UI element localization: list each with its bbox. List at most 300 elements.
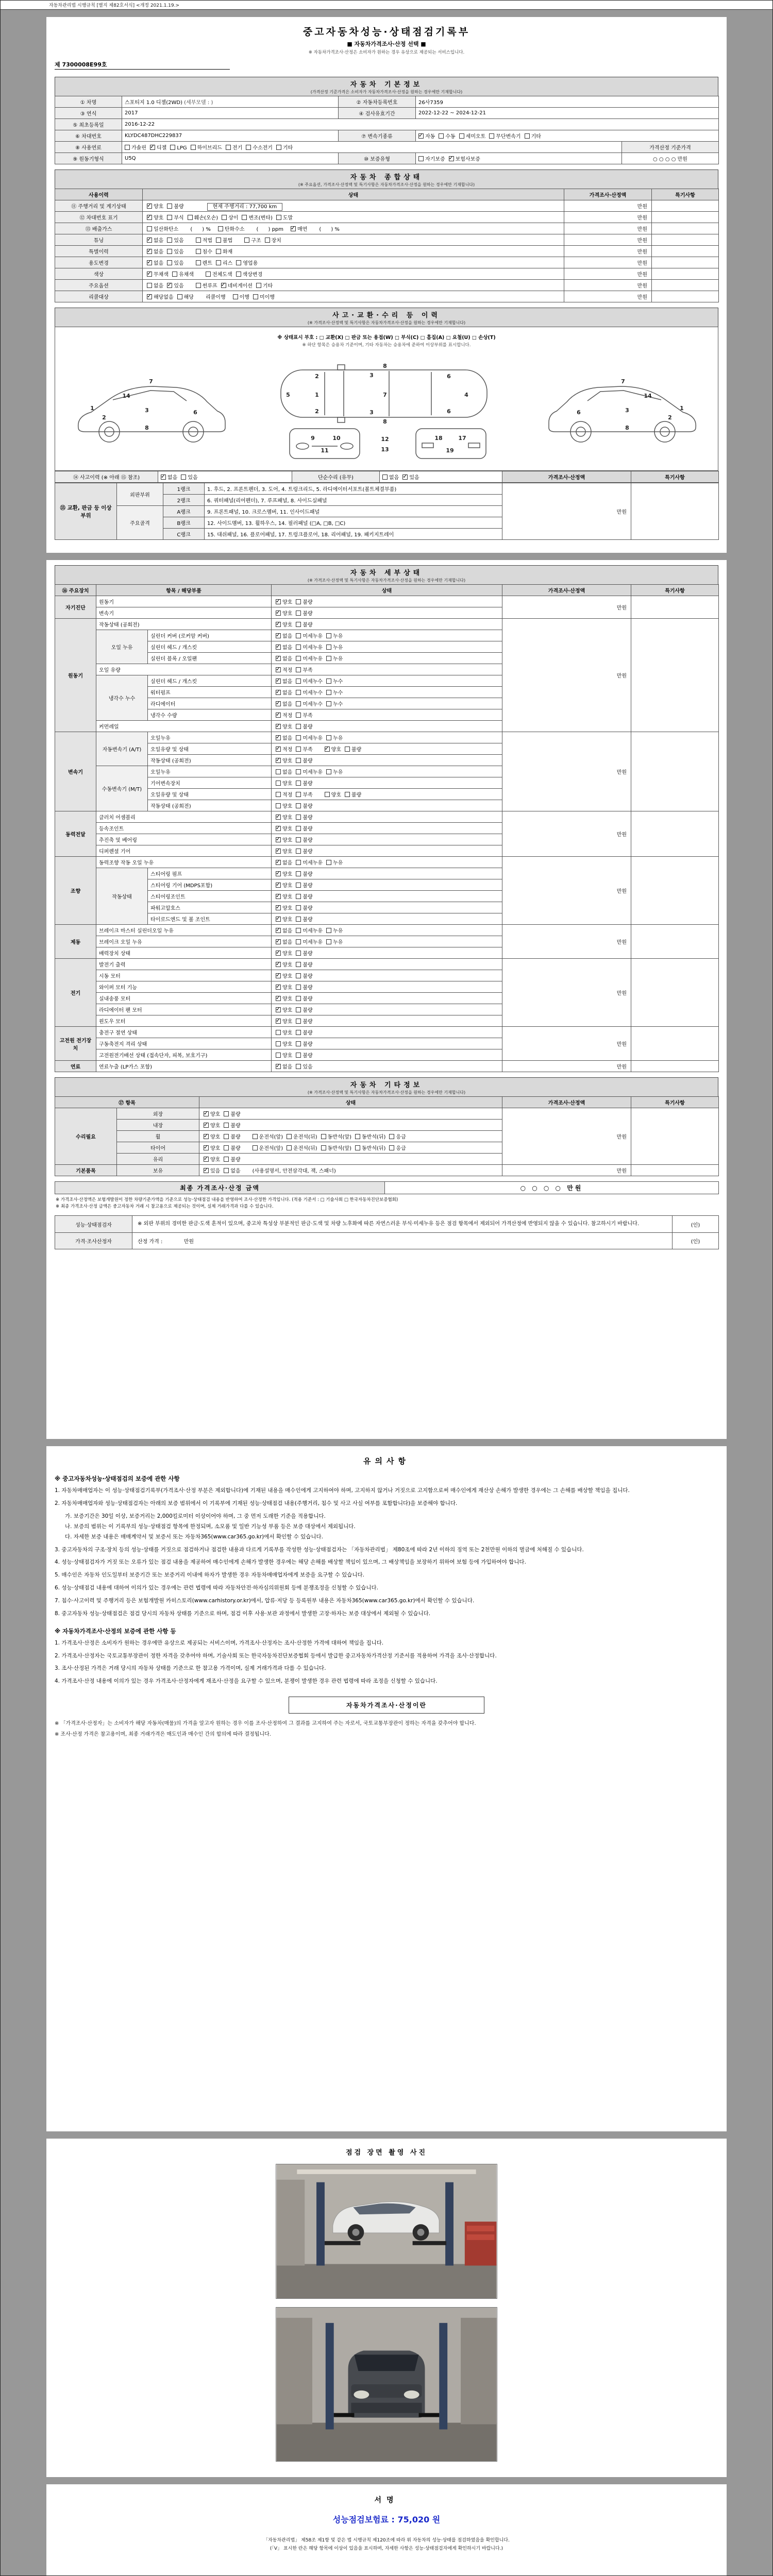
checkbox-checked-icon: [276, 1007, 281, 1012]
checkbox-checked-icon: [167, 283, 172, 288]
checkbox-group: [196, 259, 262, 266]
price-cell: 만원: [502, 1165, 631, 1176]
checkbox-group: [276, 598, 316, 605]
note-cell: [631, 925, 719, 959]
legal-mark-note-line: (「V」 표시한 란은 해당 항목에 이상이 있음을 표시하며, 자세한 사항은 성능·상태점검자에게 확인하시기 바랍니다.): [270, 2546, 503, 2551]
section-overall-title: 자동차 종합상태: [350, 174, 423, 181]
overall-row: [55, 246, 719, 257]
check-option: 불량: [345, 745, 361, 753]
item-label: 고전원전기배선 상태 (접속단자, 피복, 보호기구): [96, 1049, 272, 1061]
row-label: 리콜대상: [55, 291, 143, 302]
checkbox-group: [276, 1006, 316, 1013]
note-cell: [652, 291, 719, 302]
check-option: 렌트: [196, 259, 212, 266]
check-option: ✓ 양호: [147, 202, 163, 210]
checkbox-icon: [276, 1053, 281, 1058]
checkbox-checked-icon: [204, 1145, 209, 1150]
notice-paragraph: 4. 가격조사·산정 내용에 이의가 있는 경우 가격조사·산정자에게 재조사·산정을 요구할 수 있으며, 분쟁이 발생한 경우 관련 법령에 따라 조정을 신청할 수 있습니다.: [55, 1678, 438, 1685]
price-cell: 만원: [502, 732, 631, 811]
check-option: 누수: [326, 688, 343, 696]
row-label: 튜닝: [55, 234, 143, 246]
section-detail-title: 자동차 세부상태: [350, 569, 423, 577]
checkbox-checked-icon: [276, 633, 281, 638]
checkbox-icon: [459, 133, 464, 139]
notice-heading: ※ 자동차가격조사·산정의 보증에 관한 사항 등: [55, 1627, 176, 1635]
checkbox-group: [276, 756, 316, 764]
opinion-row-appraiser: [55, 1233, 719, 1249]
check-option: ✓ 양호: [276, 972, 292, 979]
state-cell: [199, 1154, 502, 1165]
note-cell: [652, 268, 719, 280]
final-price-note: ※ 최종 가격조사·산정 금액은 중고자동차 거래 시 참고용으로 제공되는 것이며, 실제 거래가격과 다를 수 있습니다.: [56, 1204, 274, 1210]
panel-number: 3: [369, 372, 374, 379]
check-option: 침수: [196, 247, 212, 255]
row-label: 주요옵션: [55, 280, 143, 291]
checkbox-icon: [147, 226, 152, 231]
check-option: 누유: [326, 926, 343, 934]
check-option: 양호: [276, 802, 292, 809]
check-option: ✓ 양호: [276, 756, 292, 764]
note-cell: [631, 596, 719, 619]
price-cell: 만원: [564, 200, 652, 212]
checkbox-icon: [296, 645, 301, 650]
inspection-photo-lift-front: [276, 2307, 497, 2462]
checkbox-group: [276, 700, 346, 707]
panel-sign: [46, 2484, 727, 2576]
col-header-price: 가격조사·산정액: [502, 585, 631, 596]
checkbox-group: [204, 1155, 244, 1163]
check-option: 전체도색: [206, 270, 232, 278]
checkbox-icon: [170, 145, 175, 150]
checkbox-icon: [276, 215, 281, 220]
rank-items: 9. 프론트패널, 10. 크로스멤버, 11. 인사이드패널: [205, 506, 502, 517]
panel-number: 6: [447, 373, 451, 380]
checkbox-checked-icon: [147, 260, 152, 265]
check-option: 유채색: [172, 270, 194, 278]
document-subtitle: ■ 자동차가격조사·산정 선택 ■: [347, 41, 426, 47]
checkbox-icon: [296, 758, 301, 763]
rank-items: 6. 쿼터패널(리어펜더), 7. 루프패널, 8. 사이드실패널: [205, 495, 502, 506]
checkbox-checked-icon: [276, 747, 281, 752]
checkbox-icon: [296, 803, 301, 808]
check-option: 있음: [167, 247, 183, 255]
section-basic-header: [55, 77, 718, 96]
checkbox-group: [276, 722, 316, 730]
group-label: 고전원 전기장치: [55, 1027, 96, 1061]
check-option: 불량: [296, 949, 312, 957]
state-cell: [272, 925, 502, 936]
checkbox-icon: [196, 283, 201, 288]
checkbox-group: [276, 836, 316, 843]
checkbox-icon: [296, 1007, 301, 1012]
vin-value: KLYDC487DHC229837: [122, 130, 339, 142]
checkbox-icon: [216, 260, 221, 265]
col-header-price: 가격조사·산정액: [502, 1097, 631, 1108]
document-number: 제 7300008E99호: [55, 60, 230, 70]
item-label: 라디에이터: [148, 698, 272, 709]
basic-row-engine: [55, 153, 719, 164]
panel-number: 9: [311, 435, 315, 442]
check-option: ✓ 없음: [147, 247, 163, 255]
panel-number: 12: [381, 436, 389, 443]
check-option: 미세누유: [296, 734, 323, 741]
simple-repair-options: [380, 471, 502, 483]
col-header-state: 상태: [143, 189, 564, 200]
state-cell: [199, 1108, 502, 1120]
checkbox-icon: [296, 656, 301, 661]
checkbox-checked-icon: [276, 815, 281, 820]
notice-definition-box: 자동차가격조사·산정이란: [289, 1697, 484, 1714]
price-cell: 만원: [564, 291, 652, 302]
check-option: 수동: [439, 132, 455, 140]
checkbox-group: [325, 790, 365, 798]
accident-history-label: ⑭ 사고이력 (※ 아래 ⑮ 참조): [55, 471, 158, 483]
check-option: 불량: [296, 870, 312, 877]
checkbox-checked-icon: [276, 690, 281, 695]
check-option: 불량: [345, 790, 361, 798]
rank-items: 12. 사이드멤버, 13. 휠하우스, 14. 필러패널 (□A, □B, □C): [205, 517, 502, 529]
overall-row: [55, 223, 719, 234]
checkbox-group: [147, 259, 188, 266]
checkbox-icon: [296, 849, 301, 854]
state-cell: [272, 607, 502, 619]
part-group-label: 주요골격: [117, 506, 163, 540]
notice-paragraph: 7. 침수·사고이력 및 주행거리 등은 보험개발원 카히스토리(www.carhistory.or.kr)에서, 압류·저당 등 등록원부 내용은 자동차365(www.car365.go.kr)에서 확인할 수 있습니다.: [55, 1598, 475, 1604]
check-option: 불량: [224, 1110, 240, 1117]
check-option: 불량: [296, 836, 312, 843]
checkbox-group: [276, 892, 316, 900]
check-option: ✓ 적정: [276, 711, 292, 719]
checkbox-icon: [206, 272, 211, 277]
checkbox-icon: [296, 996, 301, 1001]
accident-history-table: [55, 471, 719, 483]
other-row: [55, 1165, 719, 1176]
state-cell: [143, 257, 564, 268]
checkbox-icon: [191, 145, 196, 150]
checkbox-checked-icon: [147, 294, 152, 299]
check-option: 응급: [389, 1132, 406, 1140]
subgroup-label: 작동상태: [96, 868, 148, 925]
checkbox-group: [206, 270, 266, 278]
check-option: ✓ 양호: [276, 1017, 292, 1025]
check-option: ✓ 양호: [276, 813, 292, 821]
final-price-table: [55, 1181, 719, 1194]
panel-number: 10: [332, 435, 341, 442]
checkbox-checked-icon: [221, 283, 226, 288]
panel-photos: [46, 2139, 727, 2477]
checkbox-checked-icon: [402, 474, 408, 480]
note-cell: [631, 1108, 719, 1165]
check-option: 미세누수: [296, 677, 323, 685]
state-cell: [272, 1027, 502, 1038]
checkbox-group: [204, 1132, 244, 1140]
state-cell: [272, 596, 502, 607]
checkbox-icon: [296, 622, 301, 627]
checkbox-icon: [167, 204, 172, 209]
checkbox-icon: [167, 215, 172, 220]
section-basic-note: (가격산정 기준가격은 소비자가 자동차가격조사·산정을 원하는 경우에만 기재합니다): [310, 90, 463, 94]
car-name-label: ① 차명: [55, 96, 122, 108]
checkbox-icon: [389, 1145, 394, 1150]
checkbox-group: [204, 1110, 244, 1117]
fuel-options: [122, 142, 622, 153]
checkbox-icon: [276, 1041, 281, 1046]
checkbox-group: [276, 677, 346, 685]
checkbox-group: [276, 858, 346, 866]
warranty-options: [416, 153, 622, 164]
price-cell: 만원: [502, 959, 631, 1027]
checkbox-group: [147, 225, 182, 232]
notice-paragraph: 3. 조사·산정된 가격은 거래 당시의 자동차 상태를 기준으로 한 참고용 가격이며, 실제 거래가격과 다를 수 있습니다.: [55, 1665, 326, 1672]
checkbox-group: [147, 247, 188, 255]
row-label: ⑬ 배출가스: [55, 223, 143, 234]
accident-history-options: [158, 471, 292, 483]
detail-row: [55, 596, 719, 607]
check-option: 일산화탄소: [147, 225, 178, 232]
check-option: 가솔린: [125, 143, 146, 151]
check-option: 누유: [326, 632, 343, 639]
checkbox-group: [276, 745, 316, 753]
note-cell: [652, 234, 719, 246]
check-option: ✓ 양호: [204, 1144, 220, 1151]
check-option: ✓ 양호: [276, 983, 292, 991]
document-subnote: ※ 자동차가격조사·산정은 소비자가 원하는 경우 유상으로 제공되는 서비스입니다.: [308, 50, 465, 55]
reg-no-label: ② 자동차등록번호: [339, 96, 416, 108]
rank-row: [55, 483, 719, 495]
price-cell: 만원: [564, 212, 652, 223]
checkbox-checked-icon: [204, 1111, 209, 1116]
check-option: 불량: [296, 756, 312, 764]
checkbox-icon: [242, 215, 247, 220]
checkbox-group: [276, 949, 316, 957]
check-option: ✓ 없음: [276, 926, 292, 934]
panel-number: 17: [458, 435, 466, 442]
state-cell: [272, 1004, 502, 1015]
state-cell: [272, 755, 502, 766]
row-label: 특별이력: [55, 246, 143, 257]
check-option: 있음: [181, 473, 197, 481]
check-option: 없음: [224, 1166, 240, 1174]
checkbox-icon: [224, 1123, 229, 1128]
item-label: 브레이크 오일 누유: [96, 936, 272, 947]
check-option: ✓ 네비게이션: [221, 281, 253, 289]
state-cell: [272, 879, 502, 891]
check-option: 미세누유: [296, 858, 323, 866]
item-label: 내장: [117, 1120, 199, 1131]
checkbox-icon: [224, 1134, 229, 1139]
col-header-state: 상태: [272, 585, 502, 596]
check-option: ✓ 자동: [418, 132, 435, 140]
checkbox-checked-icon: [276, 837, 281, 842]
inspector-opinion-text: ※ 외판 부위의 경미한 판금·도색 흔적이 있으며, 중고차 특성상 부분적인 판금·도색 및 차량 노후화에 따른 자연스러운 부식·미세누유 등은 점검 항목에서 제외되어 가격산정에 반영되지 않을 수 있습니다. 참고하시기 바랍니다.: [132, 1216, 673, 1233]
price-cell: 만원: [502, 619, 631, 732]
check-option: 양호: [276, 1040, 292, 1047]
checkbox-group: [204, 1121, 244, 1129]
state-cell: [272, 913, 502, 925]
checkbox-icon: [276, 803, 281, 808]
checkbox-group: [147, 293, 197, 300]
note-cell: [652, 280, 719, 291]
state-cell: [272, 834, 502, 845]
check-option: ✓ 양호: [204, 1121, 220, 1129]
checkbox-icon: [296, 781, 301, 786]
check-option: 불량: [296, 915, 312, 923]
detail-row: [55, 1027, 719, 1038]
col-header-item: 항목 / 해당부품: [96, 585, 272, 596]
item-label: 오일유량 및 상태: [148, 743, 272, 755]
col-header-state: 상태: [199, 1097, 502, 1108]
side-view-right: [549, 386, 696, 442]
exchange-label: ⑮ 교환, 판금 등 이상 부위: [55, 483, 117, 540]
checkbox-checked-icon: [276, 951, 281, 956]
car-submodel: (세부모델 : ): [184, 100, 213, 106]
state-cell: [272, 1061, 502, 1072]
state-code-legend: ※ 상태표시 부호 : □ 교환(X) □ 판금 또는 용접(W) □ 부식(C) □ 흠집(A) □ 요철(U) □ 손상(T): [277, 335, 496, 341]
checkbox-checked-icon: [276, 883, 281, 888]
checkbox-icon: [256, 283, 261, 288]
check-option: 운전석(뒤): [287, 1132, 317, 1140]
check-option: 미세누유: [296, 926, 323, 934]
check-option: ✓ 양호: [276, 960, 292, 968]
checkbox-group: [196, 236, 237, 244]
check-option: ✓ 양호: [204, 1110, 220, 1117]
panel-number: 11: [321, 447, 329, 454]
side-view-left: [78, 386, 225, 442]
checkbox-icon: [382, 474, 388, 480]
check-option: 미세누유: [296, 654, 323, 662]
checkbox-checked-icon: [291, 226, 296, 231]
note-cell: [631, 483, 719, 540]
panel-number: 3: [145, 407, 149, 414]
state-text: ( ) %: [319, 227, 340, 232]
basic-row-vin: [55, 130, 719, 142]
panel-number: 1: [315, 392, 319, 398]
check-option: ✓ 없음: [276, 700, 292, 707]
check-option: ✓ 디젤: [150, 143, 166, 151]
checkbox-group: [276, 994, 316, 1002]
state-cell: [272, 811, 502, 823]
check-option: 불량: [296, 598, 312, 605]
state-cell: [272, 936, 502, 947]
note-cell: [631, 811, 719, 857]
checkbox-checked-icon: [147, 215, 152, 220]
checkbox-icon: [265, 238, 270, 243]
notice-note: ※ 「가격조사·산정자」는 소비자가 해당 자동차(매물)의 가격을 알고자 원하는 경우 이를 조사·산정하여 그 결과를 고지하여 주는 자로서, 국토교통부장관이 정하는 자격을 갖추어야 합니다.: [55, 1721, 476, 1727]
checkbox-checked-icon: [276, 679, 281, 684]
base-price-label: 가격산정 기준가격: [622, 142, 719, 153]
checkbox-checked-icon: [147, 238, 152, 243]
checkbox-checked-icon: [276, 656, 281, 661]
checkbox-icon: [326, 645, 331, 650]
check-option: 미세누유: [296, 643, 323, 651]
check-option: 불량: [296, 1040, 312, 1047]
check-option: 동반석(뒤): [355, 1144, 385, 1151]
checkbox-group: [253, 1132, 410, 1140]
item-label: 실내송풍 모터: [96, 993, 272, 1004]
check-option: 양호: [325, 790, 341, 798]
item-label: 와이퍼 모터 기능: [96, 981, 272, 993]
checkbox-group: [276, 1040, 316, 1047]
checkbox-checked-icon: [276, 735, 281, 740]
checkbox-icon: [276, 145, 281, 150]
rank-label: C랭크: [163, 529, 205, 540]
checkbox-group: [276, 824, 316, 832]
checkbox-group: [196, 281, 277, 289]
check-option: ✓ 있음: [167, 281, 183, 289]
checkbox-icon: [296, 713, 301, 718]
sign-title: 서명: [374, 2496, 399, 2504]
notice-paragraph: 4. 성능·상태점검자가 거짓 또는 오류가 있는 점검 내용을 제공하여 매수인에게 손해가 발생한 경우에는 해당 손해를 배상할 책임이 있으며, 그 배상책임을 보장하기 위하여 보험 등에 가입하여야 합니다.: [55, 1559, 526, 1566]
checkbox-icon: [326, 939, 331, 944]
check-option: 불량: [224, 1121, 240, 1129]
check-option: 불량: [296, 881, 312, 889]
checkbox-icon: [345, 747, 350, 752]
check-option: 불법: [216, 236, 232, 244]
section-other-note: (※ 가격조사·산정액 및 특기사항은 자동차가격조사·산정을 원하는 경우에만 기재합니다): [307, 1090, 466, 1095]
check-option: ✓ 양호: [276, 915, 292, 923]
checkbox-group: [276, 802, 316, 809]
checkbox-icon: [321, 1134, 326, 1139]
state-cell: [272, 823, 502, 834]
checkbox-group: [196, 247, 237, 255]
check-option: ✓ 보험사보증: [449, 155, 480, 162]
check-option: 색상변경: [236, 270, 263, 278]
checkbox-group: [276, 960, 316, 968]
checkbox-icon: [296, 1041, 301, 1046]
checkbox-icon: [167, 238, 172, 243]
checkbox-checked-icon: [150, 145, 155, 150]
rank-items: 1. 후드, 2. 프론트펜더, 3. 도어, 4. 트렁크리드, 5. 라디에이터서포트(볼트체결부품): [205, 483, 502, 495]
checkbox-group: [418, 132, 545, 140]
group-label: 수리필요: [55, 1108, 117, 1165]
check-option: 기타: [256, 281, 273, 289]
panel-number: 5: [286, 392, 290, 398]
state-cell: [272, 777, 502, 789]
state-cell: [272, 857, 502, 868]
item-label: 라디에이터 팬 모터: [96, 1004, 272, 1015]
check-option: 하이브리드: [191, 143, 222, 151]
checkbox-icon: [167, 260, 172, 265]
checkbox-icon: [276, 792, 281, 797]
state-cell: [272, 1038, 502, 1049]
front-view: [290, 429, 360, 459]
check-option: 영업용: [236, 259, 258, 266]
checkbox-icon: [325, 792, 330, 797]
check-option: 해당: [177, 293, 194, 300]
checkbox-checked-icon: [276, 758, 281, 763]
simple-repair-label: 단순수리 (유무): [292, 471, 380, 483]
checkbox-icon: [253, 1134, 258, 1139]
checkbox-icon: [296, 792, 301, 797]
check-option: 누유: [326, 734, 343, 741]
check-option: ✓ 양호: [276, 836, 292, 843]
appraiser-label: 가격·조사산정자: [55, 1233, 132, 1249]
check-option: ✓ 없음: [276, 654, 292, 662]
check-option: 변조(변타): [242, 213, 272, 221]
checkbox-group: [204, 1166, 244, 1174]
checkbox-icon: [326, 928, 331, 933]
checkbox-icon: [296, 769, 301, 774]
inspector-label: 성능·상태점검자: [55, 1216, 132, 1233]
panel-number: 6: [447, 408, 451, 415]
note-cell: [652, 200, 719, 212]
detail-header-row: [55, 585, 719, 596]
item-label: 충전구 절연 상태: [96, 1027, 272, 1038]
state-cell: [143, 223, 564, 234]
check-option: 불량: [296, 972, 312, 979]
checkbox-group: [276, 711, 316, 719]
check-option: ✓ 해당없음: [147, 293, 174, 300]
